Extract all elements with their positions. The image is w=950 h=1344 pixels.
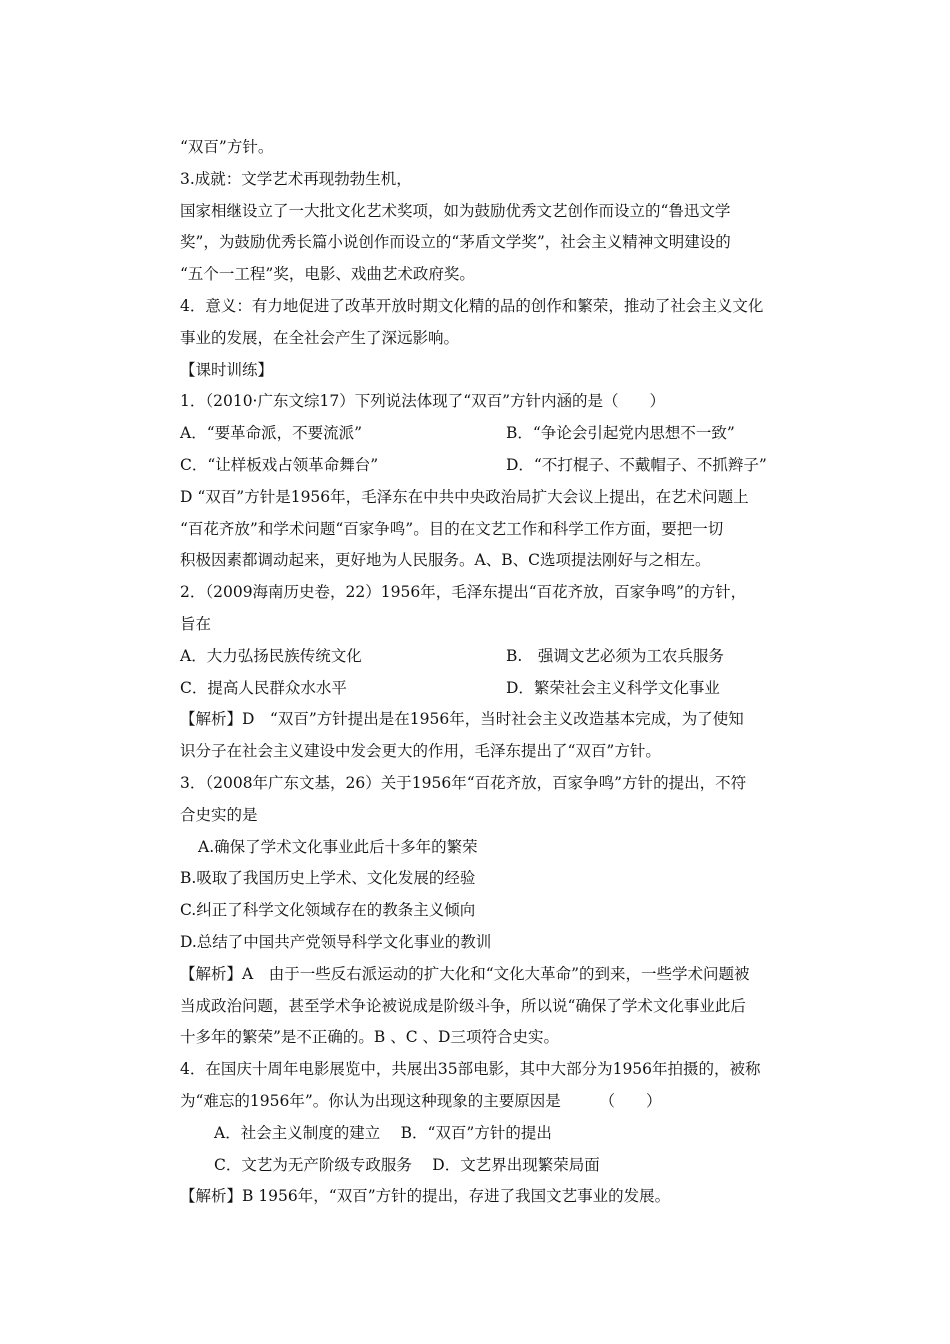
question-1-options-row [180, 450, 820, 482]
question-4: 为“难忘的1956年”。你认为出现这种现象的主要原因是 （ ） [180, 1091, 662, 1110]
question-1: 1．（2010·广东文综17）下列说法体现了“双百”方针内涵的是（ ） [180, 392, 666, 411]
text-line: 事业的发展，在全社会产生了深远影响。 [180, 328, 460, 347]
answer-explanation: “百花齐放”和学术问题“百家争鸣”。目的在文艺工作和科学工作方面，要把一切 [180, 519, 724, 538]
question-4: 4．在国庆十周年电影展览中，共展出35部电影，其中大部分为1956年拍摄的，被称 [180, 1060, 761, 1079]
document-body [180, 132, 820, 1213]
question-4-options: C．文艺为无产阶级专政服务 D．文艺界出现繁荣局面 [214, 1155, 600, 1174]
question-2-options-row [180, 641, 820, 673]
option-b: B.吸取了我国历史上学术、文化发展的经验 [180, 869, 476, 888]
text-line: “双百”方针。 [180, 138, 274, 156]
answer-explanation: 识分子在社会主义建设中发会更大的作用，毛泽东提出了“双百”方针。 [180, 742, 661, 761]
option-d: D．“不打棍子、不戴帽子、不抓辫子” [506, 455, 767, 474]
question-3: 3．（2008年广东文基，26）关于1956年“百花齐放，百家争鸣”方针的提出，不符 [180, 773, 747, 792]
option-c: C．“让样板戏占领革命舞台” [180, 455, 379, 474]
answer-explanation: 【解析】A 由于一些反右派运动的扩大化和“文化大革命”的到来，一些学术问题被 [180, 964, 750, 983]
text-line: 奖”，为鼓励优秀长篇小说创作而设立的“茅盾文学奖”，社会主义精神文明建设的 [180, 233, 731, 252]
question-4-options: A．社会主义制度的建立 B．“双百”方针的提出 [214, 1123, 552, 1142]
question-2: 旨在 [180, 614, 212, 633]
question-3: 合史实的是 [180, 805, 258, 824]
option-b: B. 强调文艺必须为工农兵服务 [506, 646, 724, 665]
option-c: C．提高人民群众水水平 [180, 678, 347, 697]
option-c: C.纠正了科学文化领域存在的教条主义倾向 [180, 901, 476, 920]
option-a: A.确保了学术文化事业此后十多年的繁荣 [198, 837, 478, 856]
answer-explanation: 积极因素都调动起来，更好地为人民服务。A、B、C选项提法刚好与之相左。 [180, 551, 711, 570]
text-line: “五个一工程”奖，电影、戏曲艺术政府奖。 [180, 265, 475, 284]
option-d: D．繁荣社会主义科学文化事业 [506, 678, 720, 697]
option-d: D.总结了中国共产党领导科学文化事业的教训 [180, 932, 492, 951]
option-a: A．“要革命派，不要流派” [180, 424, 363, 443]
achievement-heading: 3.成就：文学艺术再现勃勃生机， [180, 169, 412, 188]
exercise-section-title: 【课时训练】 [180, 360, 274, 379]
option-b: B．“争论会引起党内思想不一致” [506, 424, 735, 443]
answer-explanation: 【解析】D “双百”方针提出是在1956年，当时社会主义改造基本完成，为了使知 [180, 710, 744, 729]
significance-heading: 4．意义：有力地促进了改革开放时期文化精的品的创作和繁荣，推动了社会主义文化 [180, 296, 764, 315]
question-2-options-row [180, 673, 820, 705]
question-2: 2．（2009海南历史卷，22）1956年，毛泽东提出“百花齐放，百家争鸣”的方针， [180, 583, 747, 602]
question-1-options-row [180, 418, 820, 450]
answer-explanation: D “双百”方针是1956年，毛泽东在中共中央政治局扩大会议上提出，在艺术问题上 [180, 487, 749, 506]
answer-explanation: 十多年的繁荣”是不正确的。B 、C 、D三项符合史实。 [180, 1028, 559, 1047]
text-line: 国家相继设立了一大批文化艺术奖项，如为鼓励优秀文艺创作而设立的“鲁迅文学 [180, 201, 731, 220]
answer-explanation: 【解析】B 1956年，“双百”方针的提出，存进了我国文艺事业的发展。 [180, 1187, 671, 1206]
option-a: A．大力弘扬民族传统文化 [180, 646, 362, 665]
answer-explanation: 当成政治问题，甚至学术争论被说成是阶级斗争，所以说“确保了学术文化事业此后 [180, 996, 746, 1015]
